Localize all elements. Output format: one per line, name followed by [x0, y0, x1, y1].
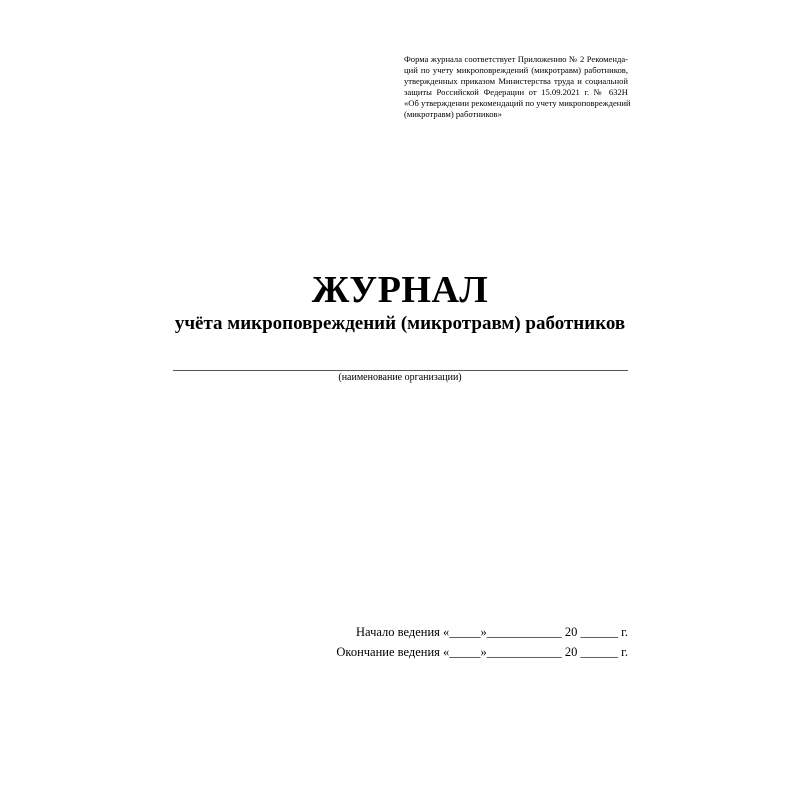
journal-subtitle: учёта микроповреждений (микротравм) работников	[174, 313, 626, 334]
start-date-line: Начало ведения «_____»____________ 20 ______ г.	[356, 625, 628, 639]
form-note-line: утвержденных приказом Министерства труда и социальной	[404, 76, 628, 86]
journal-dates-block	[336, 622, 628, 662]
form-compliance-note	[404, 54, 631, 120]
organization-name-caption: (наименование организации)	[338, 372, 462, 383]
form-note-line: ций по учету микроповреждений (микротравм) работников,	[404, 65, 628, 75]
form-note-line: Форма журнала соответствует Приложению № 2 Рекоменда-	[404, 54, 628, 64]
organization-name-line	[173, 370, 628, 371]
form-note-line: «Об утверждении рекомендаций по учету микроповреждений	[404, 98, 631, 108]
form-note-line: (микротравм) работников»	[404, 109, 502, 119]
form-note-line: защиты Российской Федерации от 15.09.2021 г. № 632Н	[404, 87, 628, 97]
journal-title: ЖУРНАЛ	[311, 269, 489, 311]
end-date-line: Окончание ведения «_____»____________ 20 ______ г.	[336, 645, 628, 659]
